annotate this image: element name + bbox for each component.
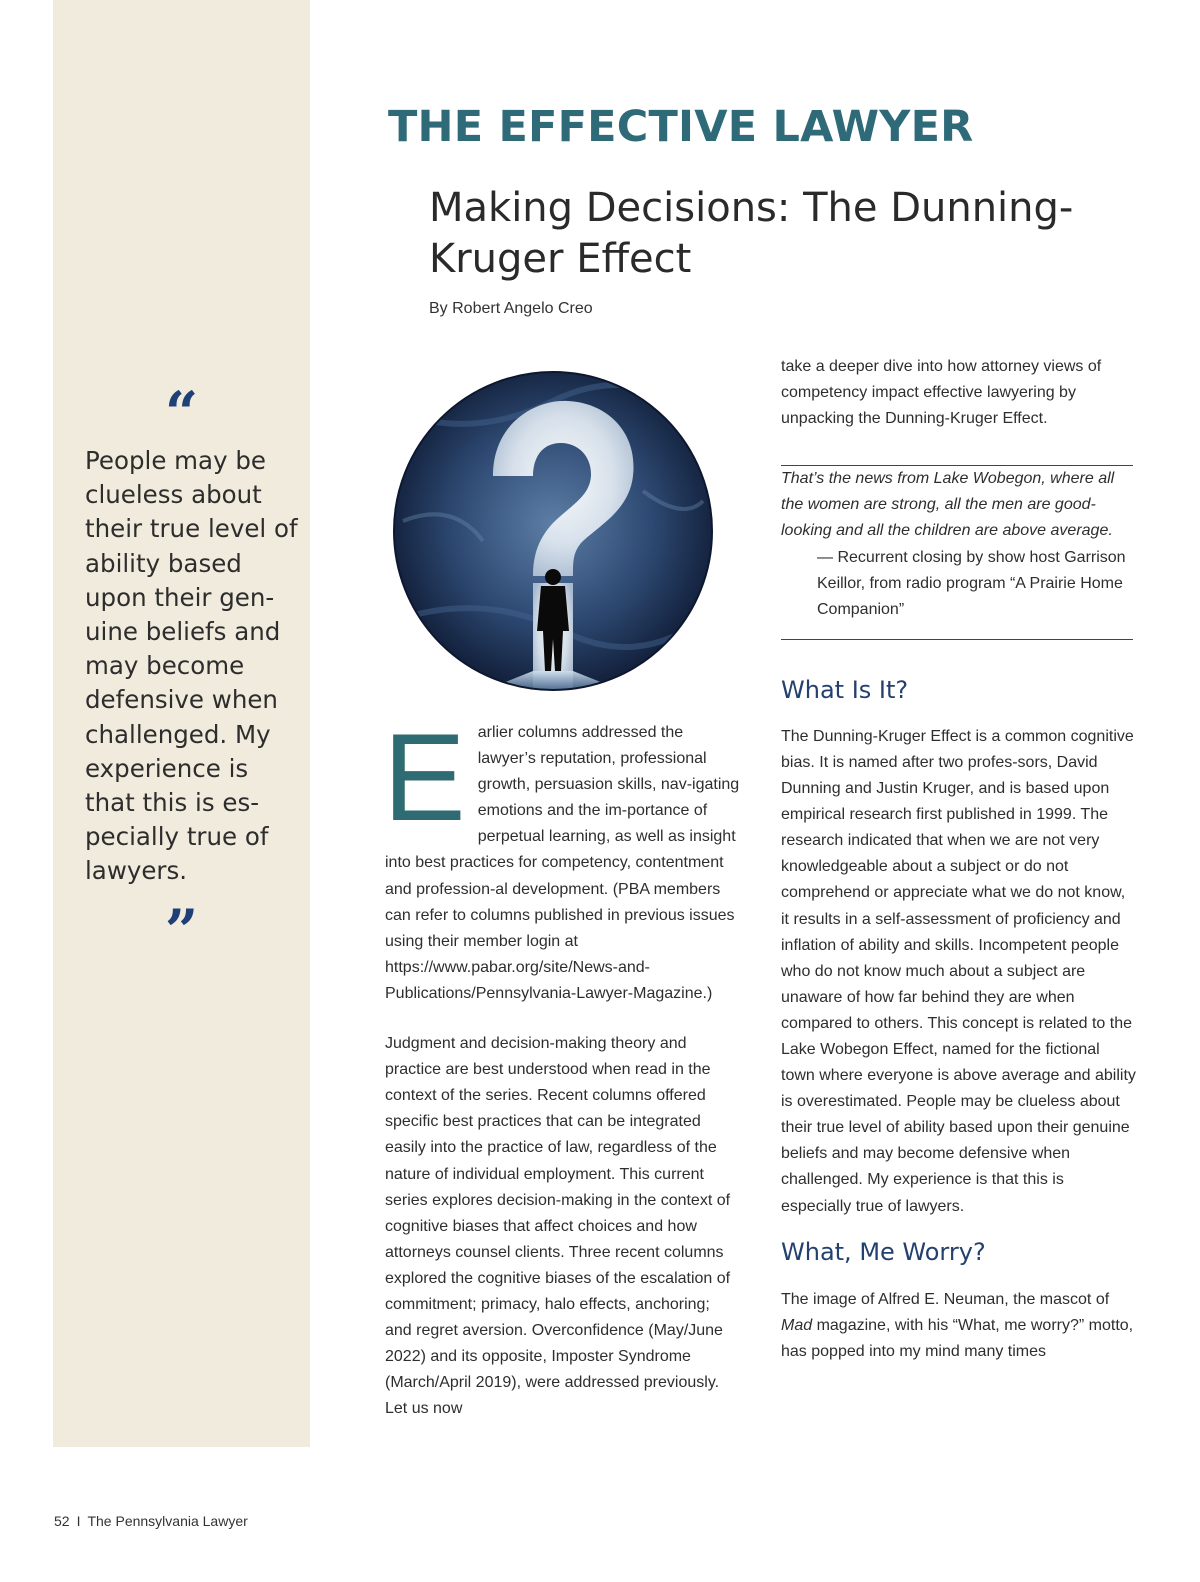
epigraph-attribution: — Recurrent closing by show host Garrison Keillor, from radio program “A Prairie Home Companion” xyxy=(817,548,1126,618)
subheading-what-me-worry: What, Me Worry? xyxy=(781,1237,986,1266)
question-mark-illustration xyxy=(393,371,713,691)
article-column-2 xyxy=(781,354,1137,1365)
byline: By Robert Angelo Creo xyxy=(429,300,593,317)
article-title: Making Decisions: The Dunning-Kruger Effect xyxy=(429,185,1074,282)
magazine-title: Mad xyxy=(781,1316,813,1334)
page-number: 52 xyxy=(54,1513,70,1529)
footer-separator: I xyxy=(76,1513,81,1529)
drop-cap: E xyxy=(383,709,466,847)
pull-quote-text: People may be clueless about their true level of ability based upon their gen-uine beliefs and may become defensive when challenged. My experience is that this is es-pecially true of lawyers. xyxy=(85,446,298,886)
body-paragraph xyxy=(781,1287,1137,1365)
pull-quote-sidebar xyxy=(53,0,310,1447)
body-paragraph: Judgment and decision-making theory and practice are best understood when read in the context of the series. Recent columns offered specific best practices that can be integrated easily into the practice of law, regardless of the nature of individual employment. This current series explores decision-making in the context of cognitive biases that affect choices and how attorneys counsel clients. Three recent columns explored the cognitive biases of the escalation of commitment; primacy, halo effects, anchoring; and regret aversion. Overconfidence (May/June 2022) and its opposite, Imposter Syndrome (March/April 2019), were addressed previously. Let us now xyxy=(385,1035,731,1418)
subheading-what-is-it: What Is It? xyxy=(781,675,909,704)
epigraph: That’s the news from Lake Wobegon, where all the women are strong, all the men are good-looking and all the children are above average. xyxy=(781,470,1115,540)
publication-name: The Pennsylvania Lawyer xyxy=(87,1513,248,1529)
section-title: THE EFFECTIVE LAWYER xyxy=(388,102,974,152)
paragraph-text: The image of Alfred E. Neuman, the mascot of xyxy=(781,1290,1110,1308)
question-mark-silhouette-icon xyxy=(393,371,713,691)
body-paragraph: take a deeper dive into how attorney views of competency impact effective lawyering by unpacking the Dunning-Kruger Effect. xyxy=(781,358,1102,428)
divider xyxy=(781,639,1133,640)
body-paragraph: The Dunning-Kruger Effect is a common cognitive bias. It is named after two profes-sors, David Dunning and Justin Kruger, and is based upon empirical research first published in 1999. The research indicated that when we are not very knowledgeable about a subject or do not comprehend or appreciate what we do not know, it results in a self-assessment of proficiency and inflation of ability and skills. Incompetent people who do not know much about a subject are unaware of how far behind they are when compared to others. This concept is related to the Lake Wobegon Effect, named for the fictional town where everyone is above average and ability is overestimated. People may be clueless about their true level of ability based upon their genuine beliefs and may become defensive when challenged. My experience is that this is especially true of lawyers. xyxy=(781,727,1136,1215)
article-column-1 xyxy=(383,709,740,1422)
open-quote-icon: “ xyxy=(164,379,199,447)
paragraph-text: magazine, with his “What, me worry?” motto, has popped into my mind many times xyxy=(781,1316,1134,1360)
close-quote-icon: ” xyxy=(164,897,199,965)
body-paragraph: arlier columns addressed the lawyer’s reputation, professional growth, persuasion skills, nav-igating emotions and the im-portance of perpetual learning, as well as insight into best practices for competency, contentment and profession-al development. (PBA members can refer to columns published in previous issues using their member login at https://www.pabar.org/site/News-and-Publications/Pennsylvania-Lawyer-Magazine.) xyxy=(385,724,740,1002)
page-footer xyxy=(54,1511,248,1531)
